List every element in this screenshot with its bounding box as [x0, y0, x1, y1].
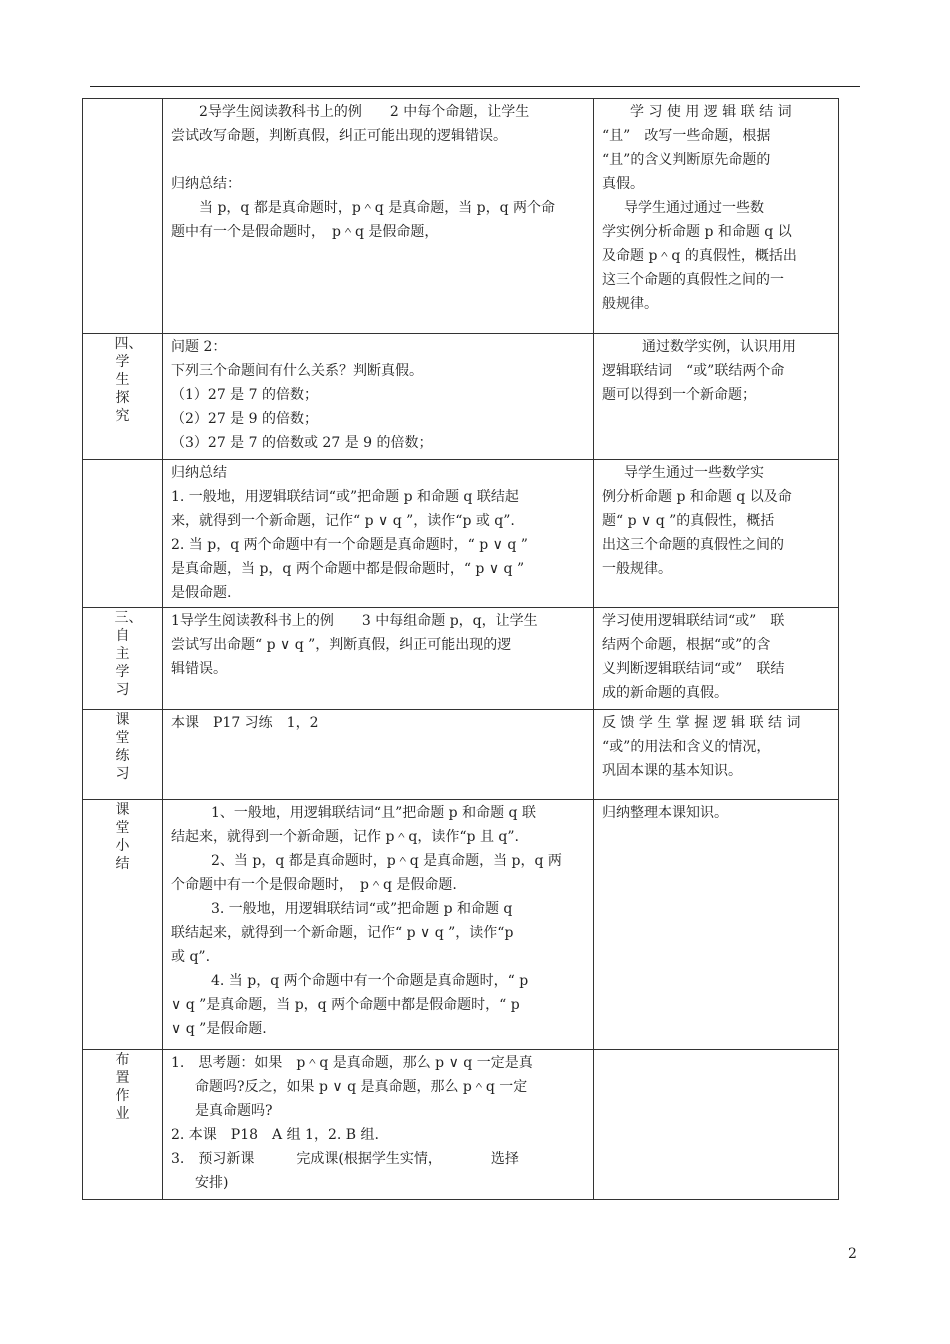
intent-cell [594, 1050, 839, 1200]
activity-cell: 1导学生阅读教科书上的例 3 中每组命题 p，q，让学生 尝试写出命题“ p ∨ q ”，判断真假，纠正可能出现的逻 辑错误。 [163, 608, 594, 710]
stage-label: 课堂练习 [83, 710, 163, 800]
activity-cell: 问题 2： 下列三个命题间有什么关系？判断真假。 （1）27 是 7 的倍数； （2）27 是 9 的倍数； （3）27 是 7 的倍数或 27 是 9 的倍数； [163, 334, 594, 460]
intent-cell: 通过数学实例，认识用用 逻辑联结词 “或”联结两个命 题可以得到一个新命题； [594, 334, 839, 460]
table-row [83, 460, 839, 608]
activity-cell: 本课 P17 习练 1，2 [163, 710, 594, 800]
lesson-plan-table [82, 98, 839, 1200]
intent-cell: 反 馈 学 生 掌 握 逻 辑 联 结 词 “或”的用法和含义的情况， 巩固本课的基本知识。 [594, 710, 839, 800]
page-number: 2 [848, 1246, 857, 1262]
activity-cell: 归纳总结 1. 一般地，用逻辑联结词“或”把命题 p 和命题 q 联结起 来，就得到一个新命题，记作“ p ∨ q ”，读作“p 或 q”. 2. 当 p，q 两个命题中有一个命题是真命题时，“ p ∨ q ” 是真命题，当 p，q 两个命题中都是假命题时，“ p ∨ q ” 是假命题. [163, 460, 594, 608]
intent-cell: 归纳整理本课知识。 [594, 800, 839, 1050]
table-row [83, 334, 839, 460]
intent-cell: 学 习 使 用 逻 辑 联 结 词 “且” 改写一些命题，根据 “且”的含义判断原先命题的 真假。 导学生通过通过一些数 学实例分析命题 p 和命题 q 以 及命题 p＾q 的真假性，概括出 这三个命题的真假性之间的一 般规律。 [594, 99, 839, 334]
stage-label: 四、学生探究 [83, 334, 163, 460]
stage-label [83, 99, 163, 334]
table-row [83, 800, 839, 1050]
table-row [83, 608, 839, 710]
intent-cell: 导学生通过一些数学实 例分析命题 p 和命题 q 以及命 题“ p ∨ q ”的真假性，概括 出这三个命题的真假性之间的 一般规律。 [594, 460, 839, 608]
table-row [83, 710, 839, 800]
stage-label [83, 460, 163, 608]
activity-cell: 1. 思考题：如果 p＾q 是真命题，那么 p ∨ q 一定是真 命题吗?反之，如果 p ∨ q 是真命题，那么 p＾q 一定 是真命题吗? 2. 本课 P18 A 组 1，2. B 组. 3. 预习新课 完成课(根据学生实情， 选择 安排) [163, 1050, 594, 1200]
stage-label: 布置作业 [83, 1050, 163, 1200]
activity-cell: 1、一般地，用逻辑联结词“且”把命题 p 和命题 q 联 结起来，就得到一个新命题，记作 p＾q，读作“p 且 q”. 2、当 p，q 都是真命题时，p＾q 是真命题，当 p，q 两 个命题中有一个是假命题时， p＾q 是假命题. 3. 一般地，用逻辑联结词“或”把命题 p 和命题 q 联结起来，就得到一个新命题，记作“ p ∨ q ”，读作“p 或 q”. 4. 当 p，q 两个命题中有一个命题是真命题时，“ p ∨ q ”是真命题，当 p，q 两个命题中都是假命题时，“ p ∨ q ”是假命题. [163, 800, 594, 1050]
activity-cell: 2导学生阅读教科书上的例 2 中每个命题，让学生 尝试改写命题，判断真假，纠正可能出现的逻辑错误。 归纳总结： 当 p，q 都是真命题时，p＾q 是真命题，当 p，q 两个命 题中有一个是假命题时， p＾q 是假命题， [163, 99, 594, 334]
table-row [83, 1050, 839, 1200]
header-rule [90, 86, 860, 87]
intent-cell: 学习使用逻辑联结词“或” 联 结两个命题，根据“或”的含 义判断逻辑联结词“或” 联结 成的新命题的真假。 [594, 608, 839, 710]
stage-label: 课堂小结 [83, 800, 163, 1050]
stage-label: 三、自主学习 [83, 608, 163, 710]
table-row [83, 99, 839, 334]
